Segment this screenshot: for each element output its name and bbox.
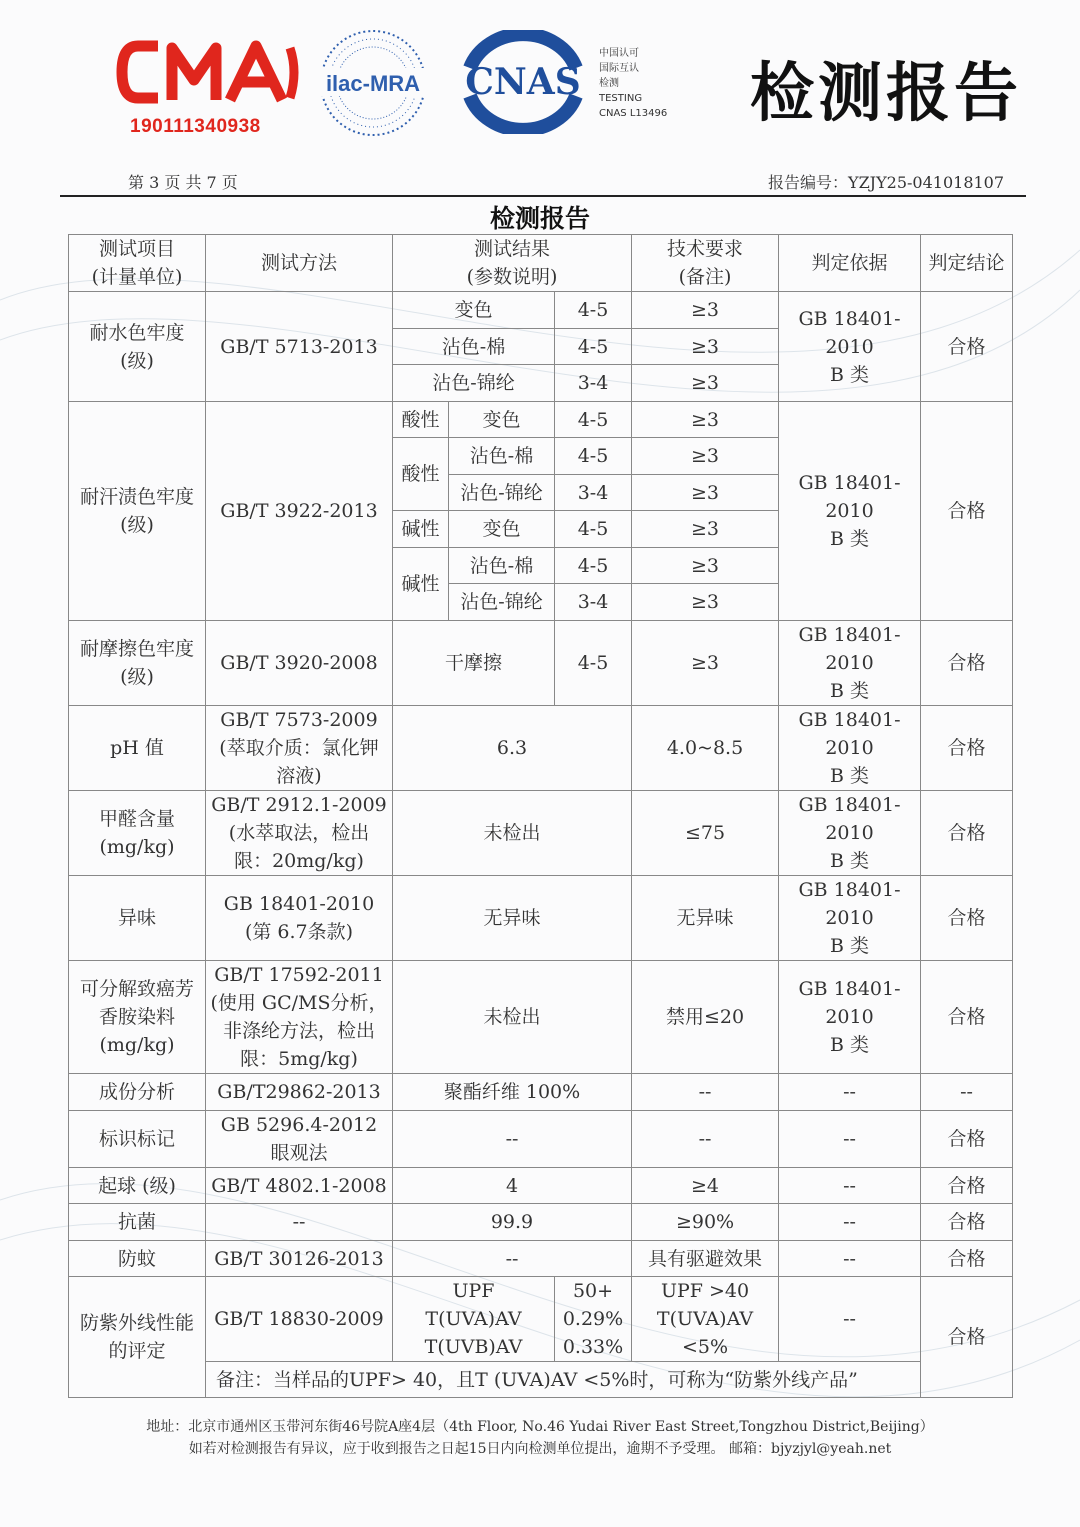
requirement-cell: ≥3 [632, 548, 779, 584]
svg-text:ilac-MRA: ilac-MRA [325, 71, 421, 96]
item-cell: 抗菌 [69, 1204, 206, 1241]
footer-notice: 如若对检测报告有异议，应于收到报告之日起15日内向检测单位提出，逾期不予受理。 邮箱：bjyzjyl@yeah.net [188, 1441, 892, 1457]
requirement-cell: ≤75 [632, 791, 779, 876]
value-cell: 4-5 [555, 329, 632, 365]
table-row [69, 1111, 1013, 1168]
requirement-cell: ≥4 [632, 1168, 779, 1204]
header-divider [60, 195, 1026, 197]
header-requirement: 技术要求 (备注) [632, 235, 779, 292]
param-cell: 沾色-棉 [449, 438, 555, 475]
value-cell: 4-5 [555, 621, 632, 706]
value-cell: 4-5 [555, 438, 632, 475]
requirement-cell: ≥3 [632, 365, 779, 402]
table-row [69, 1168, 1013, 1204]
basis-cell: GB 18401-2010 B 类 [779, 621, 921, 706]
table-row [69, 1277, 1013, 1362]
requirement-cell: ≥3 [632, 402, 779, 438]
table-row [69, 292, 1013, 329]
cnas-info-line: TESTING [599, 93, 643, 104]
header-item: 测试项目 (计量单位) [69, 235, 206, 292]
item-cell: 标识标记 [69, 1111, 206, 1168]
basis-cell: -- [779, 1204, 921, 1241]
cnas-info-line: 国际互认 [599, 63, 639, 74]
param-cell: 变色 [449, 511, 555, 548]
cnas-info-line: 中国认可 [599, 48, 639, 59]
basis-cell: -- [779, 1277, 921, 1362]
value-cell: 3-4 [555, 584, 632, 621]
conclusion-cell: 合格 [921, 961, 1013, 1074]
svg-text:CNAS: CNAS [465, 61, 581, 103]
method-cell: GB/T 5713-2013 [206, 292, 393, 402]
footer [0, 1416, 1080, 1460]
basis-cell: GB 18401-2010 B 类 [779, 791, 921, 876]
requirement-cell: ≥90% [632, 1204, 779, 1241]
value-cell: 3-4 [555, 365, 632, 402]
item-cell: 甲醛含量 (mg/kg) [69, 791, 206, 876]
uv-values-cell: 50+ 0.29% 0.33% [555, 1277, 632, 1362]
table-row [69, 1204, 1013, 1241]
method-cell: GB/T 2912.1-2009 (水萃取法，检出 限：20mg/kg) [206, 791, 393, 876]
table-row [69, 961, 1013, 1074]
param-cell: 变色 [393, 292, 555, 329]
method-cell: GB/T 17592-2011 (使用 GC/MS分析， 非涤纶方法，检出 限：5mg/kg) [206, 961, 393, 1074]
requirement-cell: UPF >40 T(UVA)AV <5% [632, 1277, 779, 1362]
cnas-info [599, 46, 667, 121]
param-cell: 沾色-锦纶 [449, 475, 555, 511]
conclusion-cell: 合格 [921, 292, 1013, 402]
requirement-cell: ≥3 [632, 292, 779, 329]
basis-cell: GB 18401-2010 B 类 [779, 706, 921, 791]
item-cell: 防蚊 [69, 1241, 206, 1277]
header-result: 测试结果 (参数说明) [393, 235, 632, 292]
page-info: 第 3 页 共 7 页 [128, 173, 238, 192]
conclusion-cell: 合格 [921, 1204, 1013, 1241]
table-row [69, 402, 1013, 438]
conclusion-cell: 合格 [921, 791, 1013, 876]
item-cell: pH 值 [69, 706, 206, 791]
method-cell: GB 18401-2010 (第 6.7条款) [206, 876, 393, 961]
param-cell: 沾色-棉 [449, 548, 555, 584]
method-cell: GB/T 18830-2009 [206, 1277, 393, 1362]
requirement-cell: ≥3 [632, 438, 779, 475]
requirement-cell: ≥3 [632, 621, 779, 706]
basis-cell: GB 18401-2010 B 类 [779, 876, 921, 961]
table-row [69, 791, 1013, 876]
method-cell: GB/T 3920-2008 [206, 621, 393, 706]
table-row [69, 876, 1013, 961]
param-cell: 干摩擦 [393, 621, 555, 706]
method-cell: GB/T 4802.1-2008 [206, 1168, 393, 1204]
item-cell: 耐水色牢度 (级) [69, 292, 206, 402]
result-cell: -- [393, 1111, 632, 1168]
param-cell: 沾色-锦纶 [393, 365, 555, 402]
method-cell: GB/T 3922-2013 [206, 402, 393, 621]
requirement-cell: 禁用≤20 [632, 961, 779, 1074]
requirement-cell: 具有驱避效果 [632, 1241, 779, 1277]
value-cell: 4-5 [555, 511, 632, 548]
item-cell: 成份分析 [69, 1074, 206, 1111]
ilac-mra-logo [315, 28, 431, 138]
requirement-cell: ≥3 [632, 329, 779, 365]
cma-number: 190111340938 [130, 116, 261, 137]
item-cell: 防紫外线性能 的评定 [69, 1277, 206, 1398]
conclusion-cell: 合格 [921, 402, 1013, 621]
requirement-cell: -- [632, 1074, 779, 1111]
item-cell: 异味 [69, 876, 206, 961]
table-row [69, 706, 1013, 791]
basis-cell: -- [779, 1111, 921, 1168]
footer-address: 地址：北京市通州区玉带河东街46号院A座4层（4th Floor, No.46 Yudai River East Street,Tongzhou District,Beijing） [146, 1419, 934, 1435]
result-cell: 未检出 [393, 961, 632, 1074]
param-cell: 沾色-棉 [393, 329, 555, 365]
item-cell: 耐摩擦色牢度 (级) [69, 621, 206, 706]
conclusion-cell: 合格 [921, 621, 1013, 706]
method-cell: GB 5296.4-2012 眼观法 [206, 1111, 393, 1168]
value-cell: 4-5 [555, 548, 632, 584]
requirement-cell: ≥3 [632, 584, 779, 621]
value-cell: 3-4 [555, 475, 632, 511]
conclusion-cell: 合格 [921, 706, 1013, 791]
requirement-cell: ≥3 [632, 475, 779, 511]
value-cell: 4-5 [555, 292, 632, 329]
basis-cell: GB 18401-2010 B 类 [779, 292, 921, 402]
result-cell: 6.3 [393, 706, 632, 791]
header-conclusion: 判定结论 [921, 235, 1013, 292]
table-row [69, 1362, 1013, 1398]
uv-params-cell: UPF T(UVA)AV T(UVB)AV [393, 1277, 555, 1362]
cnas-info-line: 检测 [599, 78, 619, 89]
conclusion-cell: 合格 [921, 1241, 1013, 1277]
result-cell: 无异味 [393, 876, 632, 961]
param-cell: 沾色-锦纶 [449, 584, 555, 621]
item-cell: 起球 (级) [69, 1168, 206, 1204]
basis-cell: GB 18401-2010 B 类 [779, 961, 921, 1074]
conclusion-cell: 合格 [921, 1168, 1013, 1204]
method-cell: GB/T29862-2013 [206, 1074, 393, 1111]
basis-cell: GB 18401-2010 B 类 [779, 402, 921, 621]
header-method: 测试方法 [206, 235, 393, 292]
requirement-cell: 无异味 [632, 876, 779, 961]
conclusion-cell: -- [921, 1074, 1013, 1111]
value-cell: 4-5 [555, 402, 632, 438]
table-row [69, 1241, 1013, 1277]
table-title: 检测报告 [489, 204, 590, 233]
result-cell: 99.9 [393, 1204, 632, 1241]
requirement-cell: -- [632, 1111, 779, 1168]
basis-cell: -- [779, 1168, 921, 1204]
report-number: 报告编号：YZJY25-041018107 [768, 173, 1005, 192]
method-cell: -- [206, 1204, 393, 1241]
method-cell: GB/T 30126-2013 [206, 1241, 393, 1277]
alkali-label: 碱性 [393, 511, 449, 548]
result-cell: 4 [393, 1168, 632, 1204]
conclusion-cell: 合格 [921, 876, 1013, 961]
item-cell: 耐汗渍色牢度 (级) [69, 402, 206, 621]
item-cell: 可分解致癌芳 香胺染料 (mg/kg) [69, 961, 206, 1074]
method-cell: GB/T 7573-2009 (萃取介质：氯化钾 溶液) [206, 706, 393, 791]
param-cell: 变色 [449, 402, 555, 438]
table-header-row [69, 235, 1013, 292]
result-cell: 聚酯纤维 100% [393, 1074, 632, 1111]
uv-note: 备注：当样品的UPF> 40，且T (UVA)AV <5%时，可称为“防紫外线产品” [206, 1362, 921, 1398]
basis-cell: -- [779, 1241, 921, 1277]
requirement-cell: ≥3 [632, 511, 779, 548]
result-cell: -- [393, 1241, 632, 1277]
conclusion-cell: 合格 [921, 1111, 1013, 1168]
conclusion-cell: 合格 [921, 1277, 1013, 1398]
report-title: 检测报告 [750, 56, 1022, 131]
requirement-cell: 4.0~8.5 [632, 706, 779, 791]
test-results-table [68, 234, 1013, 1398]
result-cell: 未检出 [393, 791, 632, 876]
table-row [69, 621, 1013, 706]
cma-logo [114, 36, 300, 108]
table-row [69, 1074, 1013, 1111]
basis-cell: -- [779, 1074, 921, 1111]
acid-label: 酸性 [393, 402, 449, 438]
cnas-logo [456, 30, 590, 134]
header-basis: 判定依据 [779, 235, 921, 292]
alkali-label: 碱性 [393, 548, 449, 621]
acid-label: 酸性 [393, 438, 449, 511]
cnas-info-line: CNAS L13496 [599, 108, 668, 119]
